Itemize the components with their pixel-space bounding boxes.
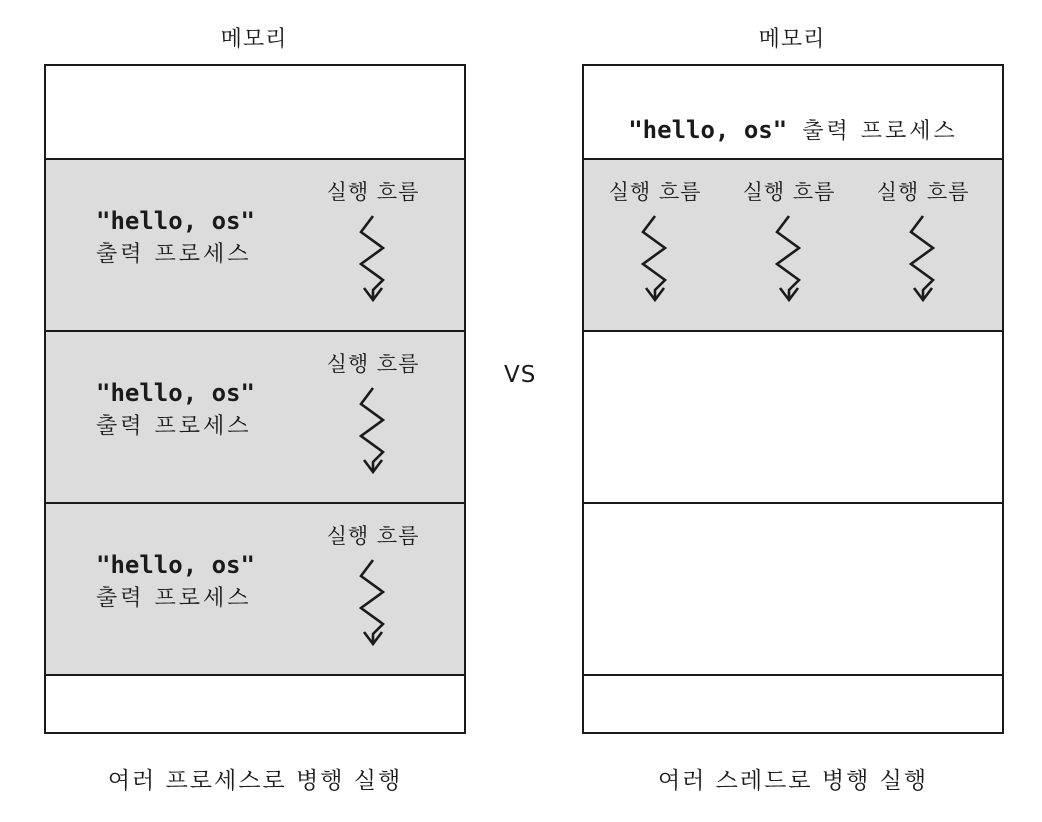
zigzag-arrow-icon — [353, 212, 393, 304]
process-code: "hello, os" — [628, 116, 788, 144]
zigzag-arrow-icon — [353, 384, 393, 476]
right-free-segment-1 — [584, 332, 1002, 504]
left-memory-title: 메모리 — [220, 27, 288, 52]
right-process-header-segment — [584, 66, 1002, 160]
process-code: "hello, os" — [96, 207, 255, 235]
left-free-segment-top — [46, 66, 464, 160]
execution-flow-label: 실행 흐름 — [326, 352, 420, 376]
process-name: 출력 프로세스 — [802, 119, 958, 144]
right-caption: 여러 스레드로 병행 실행 — [657, 768, 929, 794]
process-label — [96, 548, 255, 615]
execution-flow-label: 실행 흐름 — [608, 180, 702, 204]
left-process-segment-1 — [46, 160, 464, 332]
process-label — [96, 376, 255, 443]
thread-flow-2 — [734, 176, 844, 304]
thread-flow-1 — [600, 176, 710, 304]
zigzag-arrow-icon — [353, 556, 393, 648]
execution-flow-label: 실행 흐름 — [326, 524, 420, 548]
process-code: "hello, os" — [96, 379, 255, 407]
zigzag-arrow-icon — [635, 212, 675, 304]
left-process-segment-3 — [46, 504, 464, 676]
left-process-segment-2 — [46, 332, 464, 504]
execution-flow — [318, 176, 428, 304]
left-caption: 여러 프로세스로 병행 실행 — [107, 768, 403, 794]
zigzag-arrow-icon — [769, 212, 809, 304]
process-name: 출력 프로세스 — [96, 585, 252, 611]
right-free-segment-2 — [584, 504, 1002, 676]
execution-flow-label: 실행 흐름 — [876, 180, 970, 204]
process-label — [96, 204, 255, 271]
thread-flow-3 — [868, 176, 978, 304]
right-thread-segment — [584, 160, 1002, 332]
vs-label: VS — [504, 362, 537, 388]
process-name: 출력 프로세스 — [96, 241, 252, 267]
right-memory-block — [582, 64, 1004, 734]
process-label — [584, 114, 1002, 145]
execution-flow-label: 실행 흐름 — [742, 180, 836, 204]
process-name: 출력 프로세스 — [96, 413, 252, 439]
execution-flow-label: 실행 흐름 — [326, 180, 420, 204]
execution-flow — [318, 520, 428, 648]
right-free-segment-bottom — [584, 676, 1002, 732]
left-free-segment-bottom — [46, 676, 464, 732]
process-code: "hello, os" — [96, 551, 255, 579]
left-memory-block — [44, 64, 466, 734]
right-memory-title: 메모리 — [758, 27, 826, 52]
execution-flow — [318, 348, 428, 476]
zigzag-arrow-icon — [903, 212, 943, 304]
